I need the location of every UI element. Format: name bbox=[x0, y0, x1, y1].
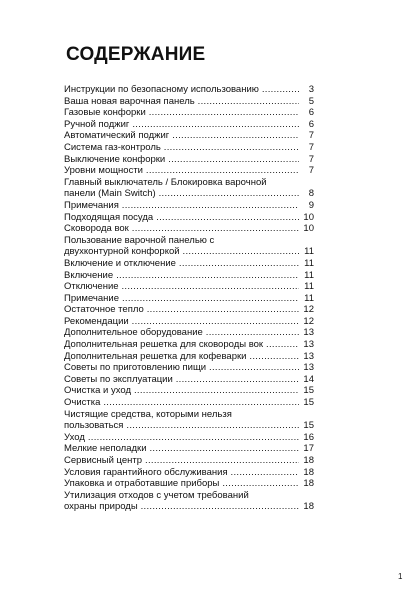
toc-entry-page: 15 bbox=[303, 420, 314, 432]
toc-entry bbox=[64, 455, 314, 467]
toc-entry-title-line: Главный выключатель / Блокировка варочной bbox=[64, 176, 267, 188]
toc-entry-title: Остаточное тепло ..... bbox=[64, 304, 299, 316]
toc-entry-page: 11 bbox=[304, 257, 314, 269]
toc-entry bbox=[64, 165, 314, 177]
toc-entry bbox=[64, 84, 314, 96]
toc-entry-title: Сервисный центр ..... bbox=[64, 455, 299, 467]
toc-entry-row bbox=[64, 327, 314, 339]
toc-entry-row bbox=[64, 281, 314, 293]
toc-entry-page: 11 bbox=[304, 269, 314, 281]
toc-entry-row bbox=[64, 420, 314, 432]
toc-entry-row bbox=[64, 316, 314, 328]
toc-entry-page: 6 bbox=[308, 107, 314, 119]
toc-entry-page: 12 bbox=[303, 315, 314, 327]
toc-entry-title: Дополнительное оборудование ..... bbox=[64, 327, 299, 339]
toc-entry-row bbox=[64, 84, 314, 96]
toc-entry-page: 13 bbox=[303, 327, 314, 339]
toc-entry-title: Отключение ..... bbox=[64, 281, 299, 293]
toc-entry bbox=[64, 432, 314, 444]
toc-entry-page: 13 bbox=[303, 350, 314, 362]
toc-entry-page: 7 bbox=[308, 153, 314, 165]
toc-entry-page: 11 bbox=[304, 292, 314, 304]
toc-entry-title: Газовые конфорки ..... bbox=[64, 107, 299, 119]
toc-entry bbox=[64, 270, 314, 282]
toc-entry-row bbox=[64, 362, 314, 374]
toc-entry-title: пользоваться ..... bbox=[64, 420, 299, 432]
toc-entry-title: Выключение конфорки ..... bbox=[64, 154, 299, 166]
toc-entry bbox=[64, 177, 314, 200]
toc-entry-page: 3 bbox=[308, 84, 314, 95]
toc-entry-page: 7 bbox=[308, 165, 314, 177]
toc-entry-title: Мелкие неполадки ..... bbox=[64, 443, 299, 455]
toc-entry-row bbox=[64, 200, 314, 212]
toc-entry bbox=[64, 362, 314, 374]
toc-entry-row bbox=[64, 258, 314, 270]
toc-entry-title: Инструкции по безопасному использованию ..... bbox=[64, 84, 299, 96]
toc-entry-row bbox=[64, 374, 314, 386]
toc-entry-page: 15 bbox=[303, 397, 314, 409]
toc-entry-page: 12 bbox=[303, 304, 314, 316]
toc-entry bbox=[64, 467, 314, 479]
table-of-contents bbox=[64, 84, 314, 513]
toc-entry-row bbox=[64, 339, 314, 351]
toc-entry-row bbox=[64, 397, 314, 409]
toc-entry-title: охраны природы ..... bbox=[64, 501, 299, 513]
toc-entry-title: Очистка ..... bbox=[64, 397, 299, 409]
page-number: 1 bbox=[398, 572, 403, 581]
toc-entry-row bbox=[64, 455, 314, 467]
toc-entry-title: Автоматический поджиг ..... bbox=[64, 130, 299, 142]
toc-entry-page: 16 bbox=[303, 431, 314, 443]
toc-entry-row bbox=[64, 478, 314, 490]
toc-entry-page: 18 bbox=[303, 466, 314, 478]
toc-entry bbox=[64, 200, 314, 212]
toc-entry-title: Примечание ..... bbox=[64, 293, 299, 305]
toc-entry-row bbox=[64, 432, 314, 444]
toc-entry bbox=[64, 374, 314, 386]
toc-entry bbox=[64, 409, 314, 432]
toc-entry-row bbox=[64, 501, 314, 513]
toc-entry bbox=[64, 281, 314, 293]
toc-entry bbox=[64, 119, 314, 131]
page-title: СОДЕРЖАНИЕ bbox=[66, 44, 206, 65]
toc-entry bbox=[64, 443, 314, 455]
toc-entry-row bbox=[64, 351, 314, 363]
toc-entry bbox=[64, 212, 314, 224]
toc-entry bbox=[64, 142, 314, 154]
toc-entry bbox=[64, 385, 314, 397]
toc-entry bbox=[64, 351, 314, 363]
toc-entry-page: 9 bbox=[308, 199, 314, 211]
toc-entry-page: 11 bbox=[304, 246, 314, 258]
toc-entry bbox=[64, 258, 314, 270]
toc-entry-page: 14 bbox=[303, 373, 314, 385]
toc-entry-row bbox=[64, 96, 314, 108]
toc-entry-title: Система газ-контроль ..... bbox=[64, 142, 299, 154]
toc-entry-page: 10 bbox=[303, 211, 314, 223]
toc-entry bbox=[64, 478, 314, 490]
toc-entry-title: Включение ..... bbox=[64, 270, 299, 282]
toc-entry-page: 18 bbox=[303, 455, 314, 466]
toc-entry bbox=[64, 107, 314, 119]
toc-entry bbox=[64, 327, 314, 339]
toc-entry-page: 17 bbox=[303, 443, 314, 455]
toc-entry-title-line: Утилизация отходов с учетом требований bbox=[64, 489, 249, 501]
toc-entry-page: 7 bbox=[308, 130, 314, 142]
toc-entry bbox=[64, 235, 314, 258]
toc-entry-title: Дополнительная решетка для кофеварки ..... bbox=[64, 351, 299, 363]
toc-entry-title: Сковорода вок ..... bbox=[64, 223, 299, 235]
toc-entry-row bbox=[64, 119, 314, 131]
toc-entry-row bbox=[64, 142, 314, 154]
toc-entry-title: Уход ..... bbox=[64, 432, 299, 444]
toc-entry-title: Ваша новая варочная панель ..... bbox=[64, 96, 299, 108]
toc-entry bbox=[64, 130, 314, 142]
toc-entry-title: Включение и отключение ..... bbox=[64, 258, 299, 270]
toc-entry bbox=[64, 339, 314, 351]
toc-entry-title: двухконтурной конфоркой ..... bbox=[64, 246, 299, 258]
toc-entry bbox=[64, 490, 314, 513]
toc-entry-title-line: Чистящие средства, которыми нельзя bbox=[64, 408, 232, 420]
toc-entry-title: Дополнительная решетка для сковороды вок ..... bbox=[64, 339, 299, 351]
toc-entry-title: Советы по эксплуатации ..... bbox=[64, 374, 299, 386]
toc-entry-page: 6 bbox=[308, 118, 314, 130]
toc-entry-page: 18 bbox=[303, 478, 314, 490]
toc-entry-page: 13 bbox=[303, 362, 314, 374]
toc-entry-title: Примечания ..... bbox=[64, 200, 299, 212]
toc-entry-row bbox=[64, 165, 314, 177]
toc-entry-row bbox=[64, 154, 314, 166]
toc-entry-title: панели (Main Switch) ..... bbox=[64, 188, 299, 200]
toc-entry-page: 7 bbox=[308, 141, 314, 153]
toc-entry-title: Очистка и уход ..... bbox=[64, 385, 299, 397]
toc-entry-row bbox=[64, 246, 314, 258]
toc-entry-row bbox=[64, 443, 314, 455]
toc-entry-title: Советы по приготовлению пищи ..... bbox=[64, 362, 299, 374]
toc-entry-row bbox=[64, 304, 314, 316]
toc-entry-page: 5 bbox=[308, 95, 314, 107]
toc-entry-row bbox=[64, 385, 314, 397]
toc-entry bbox=[64, 293, 314, 305]
toc-entry bbox=[64, 154, 314, 166]
toc-entry bbox=[64, 316, 314, 328]
toc-entry-row bbox=[64, 223, 314, 235]
toc-entry-page: 11 bbox=[304, 281, 314, 293]
toc-entry-title: Упаковка и отработавшие приборы ..... bbox=[64, 478, 299, 490]
toc-entry-title: Ручной поджиг ..... bbox=[64, 119, 299, 131]
toc-entry-row bbox=[64, 107, 314, 119]
toc-entry-title: Условия гарантийного обслуживания ..... bbox=[64, 467, 299, 479]
toc-entry-title: Уровни мощности ..... bbox=[64, 165, 299, 177]
toc-entry bbox=[64, 304, 314, 316]
toc-entry-page: 8 bbox=[308, 188, 314, 200]
toc-entry-page: 18 bbox=[303, 501, 314, 513]
toc-entry-row bbox=[64, 467, 314, 479]
toc-entry bbox=[64, 223, 314, 235]
toc-entry-title: Подходящая посуда ..... bbox=[64, 212, 299, 224]
toc-entry-title-line: Пользование варочной панелью с bbox=[64, 234, 215, 246]
toc-entry bbox=[64, 397, 314, 409]
toc-entry-row bbox=[64, 270, 314, 282]
toc-entry-title: Рекомендации ..... bbox=[64, 316, 299, 328]
toc-entry-row bbox=[64, 212, 314, 224]
toc-entry-row bbox=[64, 293, 314, 305]
toc-entry-page: 10 bbox=[303, 223, 314, 235]
toc-entry-row bbox=[64, 130, 314, 142]
toc-entry-row bbox=[64, 188, 314, 200]
toc-entry-page: 15 bbox=[303, 385, 314, 397]
toc-entry bbox=[64, 96, 314, 108]
toc-entry-page: 13 bbox=[303, 339, 314, 351]
